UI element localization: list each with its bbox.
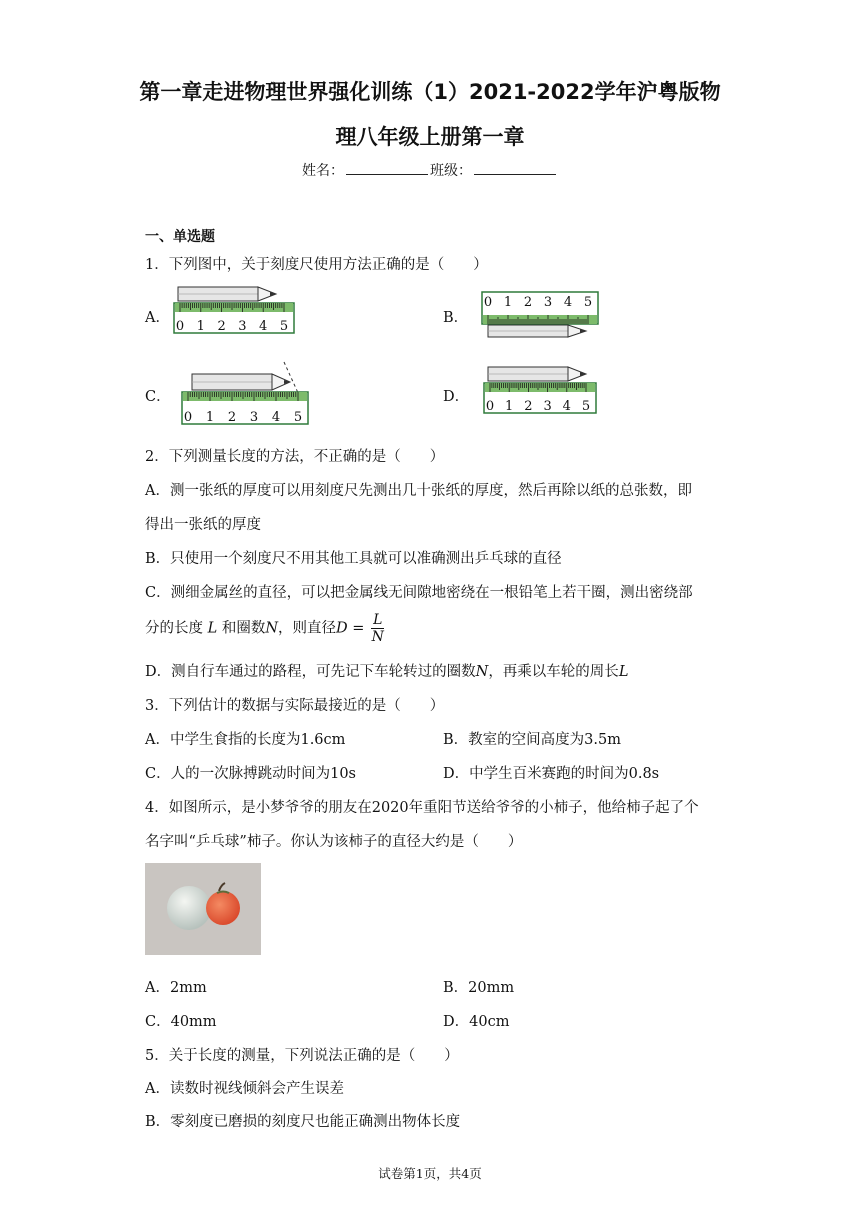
q1-figure-a: [172, 284, 298, 336]
q3-option-a[interactable]: A．中学生食指的长度为1.6cm: [145, 732, 346, 748]
q3-option-c[interactable]: C．人的一次脉搏跳动时间为10s: [145, 766, 356, 782]
ruler-label: 2: [524, 399, 533, 414]
name-class-bar: [0, 160, 860, 180]
class-label: 班级：: [430, 163, 472, 179]
q4-option-b[interactable]: B．20mm: [443, 980, 515, 996]
q1-option-a[interactable]: A．: [145, 310, 170, 326]
ruler-label: 5: [279, 319, 289, 334]
ruler-label: 3: [238, 319, 247, 334]
q5-stem: 5．关于长度的测量，下列说法正确的是（ ）: [145, 1048, 459, 1064]
ruler-label: 5: [293, 410, 303, 425]
q2-option-c[interactable]: C．测细金属丝的直径，可以把金属线无间隙地密绕在一根铅笔上若干圈，测出密绕部: [145, 585, 693, 601]
ruler-label: 3: [543, 399, 552, 414]
q2-option-b[interactable]: B．只使用一个刻度尺不用其他工具就可以准确测出乒乓球的直径: [145, 551, 562, 567]
ruler-label: 0: [175, 319, 185, 334]
q3-stem: 3．下列估计的数据与实际最接近的是（ ）: [145, 698, 445, 714]
q4-stem: 4．如图所示，是小梦爷爷的朋友在2020年重阳节送给爷爷的小柿子，他给柿子起了个: [145, 800, 699, 816]
q4-option-d[interactable]: D．40cm: [443, 1014, 510, 1030]
q5-option-a[interactable]: A．读数时视线倾斜会产生误差: [145, 1081, 344, 1097]
ruler-label: 5: [581, 399, 591, 414]
ruler-label: 3: [543, 295, 553, 310]
title-line-2: 理八年级上册第一章: [335, 125, 525, 149]
ruler-label: 2: [523, 295, 533, 310]
q1-option-b[interactable]: B．: [443, 310, 469, 326]
section-heading: 一、单选题: [145, 229, 215, 245]
formula-fraction: $\frac{L}{N}$: [371, 612, 384, 645]
ruler-label: 3: [249, 410, 259, 425]
q1-option-d[interactable]: D．: [443, 389, 470, 405]
name-label: 姓名：: [302, 163, 344, 179]
ruler-label: 5: [583, 295, 593, 310]
q2-option-c-cont: 分的长度 L 和圈数N，则直径D = $\frac{L}{N}$: [145, 612, 384, 645]
q5-option-b[interactable]: B．零刻度已磨损的刻度尺也能正确测出物体长度: [145, 1114, 461, 1130]
q2-option-a[interactable]: A．测一张纸的厚度可以用刻度尺先测出几十张纸的厚度，然后再除以纸的总张数，即: [145, 483, 692, 499]
ruler-label: 4: [259, 319, 268, 334]
ruler-label: 1: [503, 295, 513, 310]
class-blank[interactable]: [474, 162, 556, 175]
q4-option-c[interactable]: C．40mm: [145, 1014, 217, 1030]
title-line-1: 第一章走进物理世界强化训练（1）2021-2022学年沪粤版物: [139, 80, 721, 104]
ruler-label: 0: [483, 295, 493, 310]
persimmon-photo: [145, 863, 261, 955]
persimmon-image: [145, 863, 261, 955]
q1-figure-c: [180, 360, 312, 428]
q3-option-d[interactable]: D．中学生百米赛跑的时间为0.8s: [443, 766, 660, 782]
q1-option-c[interactable]: C．: [145, 389, 171, 405]
ruler-label: 1: [505, 399, 514, 414]
q3-option-b[interactable]: B．教室的空间高度为3.5m: [443, 732, 621, 748]
ruler-label: 0: [183, 410, 193, 425]
q2-stem: 2．下列测量长度的方法，不正确的是（ ）: [145, 449, 445, 465]
q1-stem: 1．下列图中，关于刻度尺使用方法正确的是（ ）: [145, 257, 488, 273]
ruler-label: 0: [485, 399, 495, 414]
q1-figure-b: [480, 290, 602, 340]
ruler-label: 1: [205, 410, 215, 425]
q2-option-a-cont: 得出一张纸的厚度: [145, 517, 261, 533]
q4-option-a[interactable]: A．2mm: [145, 980, 207, 996]
ruler-label: 1: [196, 319, 205, 334]
q4-stem-cont: 名字叫“乒乓球”柿子。你认为该柿子的直径大约是（ ）: [145, 834, 523, 850]
q2-option-d[interactable]: D．测自行车通过的路程，可先记下车轮转过的圈数N，再乘以车轮的周长L: [145, 664, 629, 680]
ruler-label: 2: [217, 319, 226, 334]
ruler-label: 4: [563, 295, 573, 310]
ruler-label: 4: [562, 399, 571, 414]
name-blank[interactable]: [346, 162, 428, 175]
q1-figure-d: [482, 364, 600, 416]
ruler-label: 4: [271, 410, 281, 425]
ruler-label: 2: [227, 410, 237, 425]
page-footer: 试卷第1页，共4页: [378, 1166, 482, 1181]
